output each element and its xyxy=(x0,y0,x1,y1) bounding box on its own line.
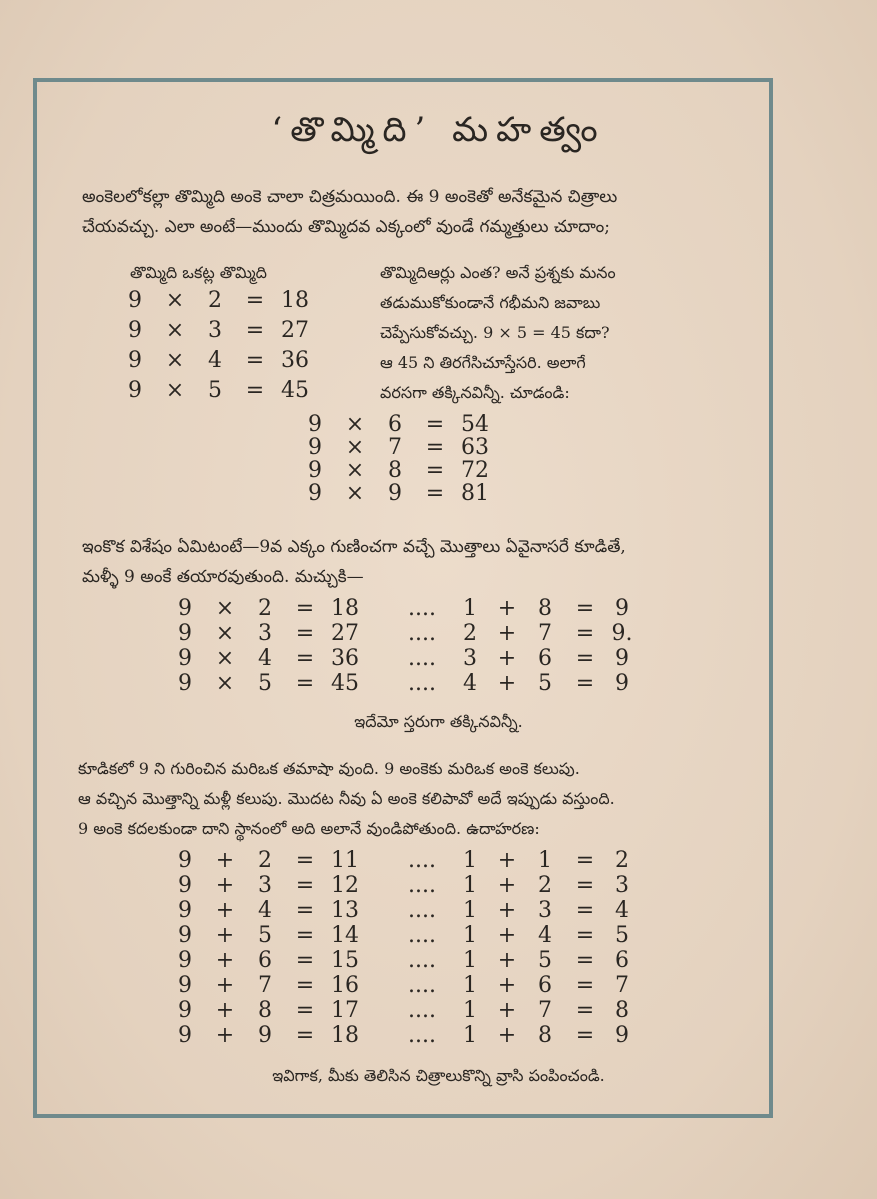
equation-cell: 7 xyxy=(538,998,552,1023)
equation-cell: 6 xyxy=(388,412,402,437)
equation-cell: 9 xyxy=(178,948,192,973)
equation-cell: = xyxy=(295,948,315,973)
equation-cell: + xyxy=(497,621,517,646)
equation-cell: 9 xyxy=(388,481,402,506)
equation-cell: × xyxy=(215,646,235,671)
side-line: వరసగా తక్కినవిన్నీ. చూడండి: xyxy=(380,383,570,402)
equation-cell: 16 xyxy=(331,973,359,998)
equation-cell: = xyxy=(245,318,265,343)
equation-cell: = xyxy=(245,378,265,403)
equation-cell: 6 xyxy=(538,973,552,998)
third-paragraph xyxy=(78,754,615,844)
equation-cell: 7 xyxy=(258,973,272,998)
equation-cell: 9 xyxy=(128,288,142,313)
equation-cell: .... xyxy=(408,621,436,646)
equation-cell: + xyxy=(497,898,517,923)
equation-cell: .... xyxy=(408,923,436,948)
equation-cell: = xyxy=(295,873,315,898)
equation-cell: 3 xyxy=(208,318,222,343)
equation-cell: + xyxy=(497,596,517,621)
equation-cell: 8 xyxy=(388,458,402,483)
equation-cell: 72 xyxy=(461,458,489,483)
equation-cell: 12 xyxy=(331,873,359,898)
equation-cell: 2 xyxy=(538,873,552,898)
equation-cell: × xyxy=(345,458,365,483)
equation-cell: 1 xyxy=(463,873,477,898)
equation-cell: 5 xyxy=(615,923,629,948)
equation-cell: 9 xyxy=(615,1023,629,1048)
equation-cell: = xyxy=(575,948,595,973)
second-line: మళ్ళీ 9 అంకే తయారవుతుంది. మచ్చుకి— xyxy=(82,567,364,587)
equation-cell: + xyxy=(497,973,517,998)
equation-cell: 9 xyxy=(178,646,192,671)
third-line: ఆ వచ్చిన మొత్తాన్ని మళ్లీ కలుపు. మొదట నీవు ఏ అంకె కలిపావో అదే ఇప్పుడు వస్తుంది. xyxy=(78,789,615,808)
equation-cell: × xyxy=(165,318,185,343)
equation-cell: = xyxy=(295,898,315,923)
equation-cell: + xyxy=(215,923,235,948)
equation-cell: 9 xyxy=(178,596,192,621)
equation-cell: 17 xyxy=(331,998,359,1023)
equation-cell: 9. xyxy=(611,621,633,646)
equation-cell: + xyxy=(215,898,235,923)
equation-cell: 36 xyxy=(281,348,309,373)
side-line: ఆ 45 ని తిరగేసిచూస్తేసరి. అలాగే xyxy=(380,353,586,372)
equation-cell: .... xyxy=(408,998,436,1023)
equation-cell: 1 xyxy=(463,596,477,621)
equation-cell: .... xyxy=(408,873,436,898)
equation-cell: + xyxy=(497,848,517,873)
equation-cell: 4 xyxy=(258,646,272,671)
equation-cell: 3 xyxy=(615,873,629,898)
equation-cell: 4 xyxy=(615,898,629,923)
equation-cell: + xyxy=(497,671,517,696)
equation-cell: 3 xyxy=(463,646,477,671)
equation-cell: + xyxy=(497,998,517,1023)
equation-cell: = xyxy=(295,671,315,696)
equation-cell: = xyxy=(245,288,265,313)
intro-line: అంకెలలోకల్లా తొమ్మిది అంకె చాలా చిత్రమయింది. ఈ 9 అంకెతో అనేకమైన చిత్రాలు xyxy=(82,187,618,207)
side-paragraph xyxy=(380,258,616,408)
equation-cell: × xyxy=(345,435,365,460)
equation-cell: = xyxy=(575,923,595,948)
page-title: ‘తొమ్మిది’ మహత్వం xyxy=(271,110,606,150)
equation-cell: 1 xyxy=(463,848,477,873)
equation-cell: 36 xyxy=(331,646,359,671)
equation-cell: 27 xyxy=(281,318,309,343)
equation-cell: 63 xyxy=(461,435,489,460)
equation-cell: 9 xyxy=(615,671,629,696)
second-paragraph xyxy=(82,532,626,592)
equation-cell: + xyxy=(215,873,235,898)
equation-cell: 14 xyxy=(331,923,359,948)
equation-cell: 9 xyxy=(128,318,142,343)
equation-cell: 9 xyxy=(308,412,322,437)
equation-cell: 9 xyxy=(128,378,142,403)
equation-cell: 9 xyxy=(178,1023,192,1048)
equation-cell: 15 xyxy=(331,948,359,973)
equation-cell: × xyxy=(345,481,365,506)
equation-cell: 4 xyxy=(538,923,552,948)
equation-cell: 9 xyxy=(178,671,192,696)
equation-cell: = xyxy=(295,973,315,998)
equation-cell: × xyxy=(215,621,235,646)
equation-cell: 18 xyxy=(281,288,309,313)
equation-cell: 2 xyxy=(208,288,222,313)
equation-cell: + xyxy=(497,923,517,948)
equation-cell: 7 xyxy=(388,435,402,460)
equation-cell: × xyxy=(165,378,185,403)
equation-cell: 2 xyxy=(463,621,477,646)
equation-cell: 9 xyxy=(178,973,192,998)
equation-cell: = xyxy=(575,671,595,696)
equation-cell: 1 xyxy=(463,998,477,1023)
equation-cell: + xyxy=(215,948,235,973)
equation-cell: 5 xyxy=(538,671,552,696)
equation-cell: 4 xyxy=(258,898,272,923)
equation-cell: 2 xyxy=(258,596,272,621)
equation-cell: 45 xyxy=(281,378,309,403)
equation-cell: = xyxy=(575,646,595,671)
equation-cell: + xyxy=(215,1023,235,1048)
equation-cell: + xyxy=(497,948,517,973)
equation-cell: × xyxy=(165,288,185,313)
equation-cell: 1 xyxy=(463,973,477,998)
equation-cell: = xyxy=(425,435,445,460)
table1-header: తొమ్మిది ఒకట్ల తొమ్మిది xyxy=(130,263,267,282)
equation-cell: 5 xyxy=(208,378,222,403)
side-line: తడుముకోకుండానే గభీమని జవాబు xyxy=(380,293,601,312)
equation-cell: .... xyxy=(408,973,436,998)
equation-cell: = xyxy=(575,898,595,923)
equation-cell: 5 xyxy=(538,948,552,973)
equation-cell: × xyxy=(215,671,235,696)
equation-cell: 4 xyxy=(463,671,477,696)
equation-cell: 18 xyxy=(331,1023,359,1048)
equation-cell: 2 xyxy=(615,848,629,873)
equation-cell: = xyxy=(425,412,445,437)
equation-cell: 9 xyxy=(615,596,629,621)
equation-cell: = xyxy=(295,998,315,1023)
equation-cell: × xyxy=(215,596,235,621)
equation-cell: 9 xyxy=(308,481,322,506)
equation-cell: 9 xyxy=(178,998,192,1023)
side-line: చెప్పేసుకోవచ్చు. 9 × 5 = 45 కదా? xyxy=(380,323,610,342)
equation-cell: = xyxy=(575,848,595,873)
equation-cell: 8 xyxy=(258,998,272,1023)
equation-cell: 45 xyxy=(331,671,359,696)
equation-cell: 1 xyxy=(538,848,552,873)
equation-cell: 1 xyxy=(463,898,477,923)
equation-cell: = xyxy=(575,596,595,621)
equation-cell: 54 xyxy=(461,412,489,437)
equation-cell: .... xyxy=(408,948,436,973)
equation-cell: = xyxy=(245,348,265,373)
equation-cell: 1 xyxy=(463,923,477,948)
intro-line: చేయవచ్చు. ఎలా అంటే—ముందు తొమ్మిదవ ఎక్కంలో వుండే గమ్మత్తులు చూదాం; xyxy=(82,217,610,237)
equation-cell: = xyxy=(295,646,315,671)
equation-cell: .... xyxy=(408,671,436,696)
equation-cell: 5 xyxy=(258,923,272,948)
equation-cell: + xyxy=(215,973,235,998)
equation-cell: 1 xyxy=(463,948,477,973)
equation-cell: = xyxy=(425,481,445,506)
equation-cell: + xyxy=(497,873,517,898)
equation-cell: 9 xyxy=(178,898,192,923)
equation-cell: 5 xyxy=(258,671,272,696)
equation-cell: = xyxy=(295,621,315,646)
equation-cell: = xyxy=(295,1023,315,1048)
equation-cell: 9 xyxy=(258,1023,272,1048)
equation-cell: 1 xyxy=(463,1023,477,1048)
equation-cell: × xyxy=(165,348,185,373)
third-line: కూడికలో 9 ని గురించిన మరిఒక తమాషా వుంది. 9 అంకెకు మరిఒక అంకె కలుపు. xyxy=(78,759,580,778)
second-line: ఇంకొక విశేషం ఏమిటంటే—9వ ఎక్కం గుణించగా వచ్చే మొత్తాలు ఏవైనాసరే కూడితే, xyxy=(82,537,626,557)
equation-cell: 3 xyxy=(258,621,272,646)
equation-cell: 9 xyxy=(178,873,192,898)
note-line: ఇదేమో స్తరుగా తక్కినవిన్నీ. xyxy=(354,712,523,731)
equation-cell: 4 xyxy=(208,348,222,373)
equation-cell: 81 xyxy=(461,481,489,506)
equation-cell: × xyxy=(345,412,365,437)
equation-cell: + xyxy=(215,998,235,1023)
equation-cell: = xyxy=(295,848,315,873)
equation-cell: 8 xyxy=(615,998,629,1023)
equation-cell: .... xyxy=(408,898,436,923)
equation-cell: = xyxy=(575,998,595,1023)
equation-cell: = xyxy=(575,973,595,998)
equation-cell: 27 xyxy=(331,621,359,646)
equation-cell: 18 xyxy=(331,596,359,621)
equation-cell: = xyxy=(575,621,595,646)
equation-cell: .... xyxy=(408,848,436,873)
third-line: 9 అంకె కదలకుండా దాని స్థానంలో అది అలానే వుండిపోతుంది. ఉదాహరణ: xyxy=(78,819,540,838)
equation-cell: .... xyxy=(408,646,436,671)
equation-cell: = xyxy=(575,873,595,898)
equation-cell: 11 xyxy=(331,848,359,873)
equation-cell: 8 xyxy=(538,1023,552,1048)
equation-cell: + xyxy=(497,1023,517,1048)
side-line: తొమ్మిదిఆర్లు ఎంత? అనే ప్రశ్నకు మనం xyxy=(380,263,616,282)
equation-cell: + xyxy=(497,646,517,671)
equation-cell: 9 xyxy=(178,848,192,873)
equation-cell: 8 xyxy=(538,596,552,621)
equation-cell: 7 xyxy=(615,973,629,998)
equation-cell: = xyxy=(295,596,315,621)
equation-cell: 6 xyxy=(538,646,552,671)
equation-cell: 3 xyxy=(258,873,272,898)
equation-cell: = xyxy=(295,923,315,948)
equation-cell: .... xyxy=(408,596,436,621)
closing-line: ఇవిగాక, మీకు తెలిసిన చిత్రాలుకొన్ని వ్రాసి పంపించండి. xyxy=(272,1066,605,1085)
equation-cell: 6 xyxy=(258,948,272,973)
equation-cell: 7 xyxy=(538,621,552,646)
equation-cell: 13 xyxy=(331,898,359,923)
equation-cell: 9 xyxy=(178,621,192,646)
equation-cell: 2 xyxy=(258,848,272,873)
equation-cell: + xyxy=(215,848,235,873)
equation-cell: 9 xyxy=(615,646,629,671)
equation-cell: = xyxy=(575,1023,595,1048)
equation-cell: 3 xyxy=(538,898,552,923)
equation-cell: 9 xyxy=(178,923,192,948)
equation-cell: 9 xyxy=(308,458,322,483)
equation-cell: .... xyxy=(408,1023,436,1048)
equation-cell: 9 xyxy=(128,348,142,373)
equation-cell: 6 xyxy=(615,948,629,973)
intro-paragraph xyxy=(82,182,617,242)
equation-cell: 9 xyxy=(308,435,322,460)
equation-cell: = xyxy=(425,458,445,483)
